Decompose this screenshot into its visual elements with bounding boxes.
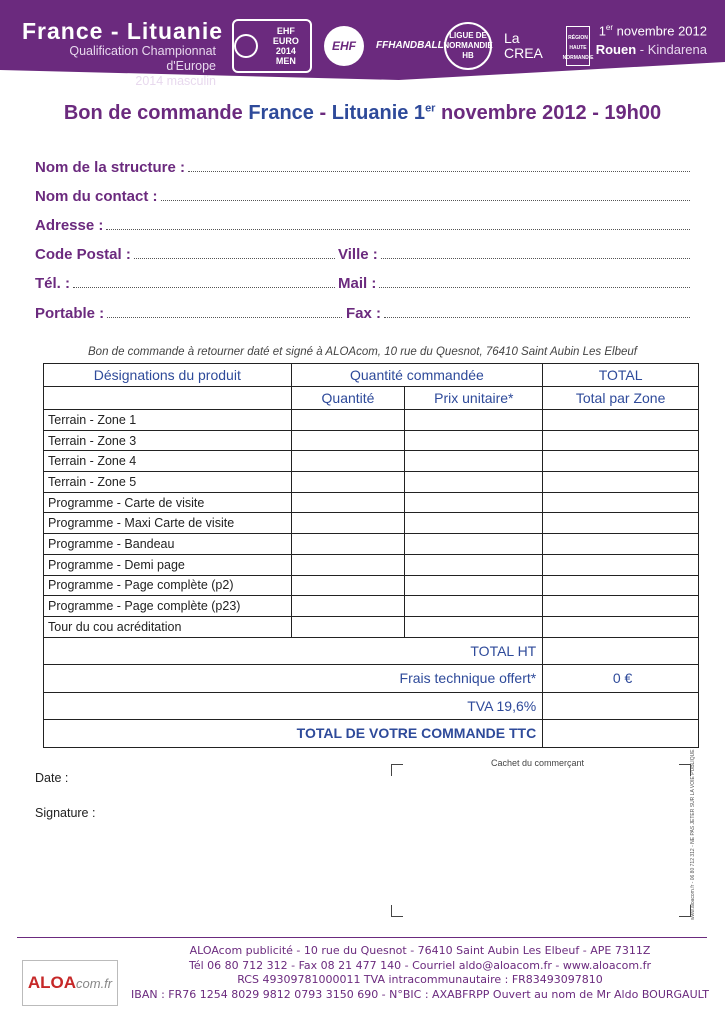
mail-label: Mail :: [338, 275, 377, 292]
handball-icon: [234, 34, 258, 58]
title-part4: Lituanie 1: [331, 102, 426, 124]
quantity-cell[interactable]: [291, 492, 405, 513]
unit-price-cell[interactable]: [405, 513, 543, 534]
event-subtitle-line1: Qualification Championnat d'Europe: [69, 44, 216, 73]
event-venue: - Kindarena: [636, 42, 707, 58]
vertical-legal-text: www.aloacom.fr - 06 80 712 312 - NE PAS JETER SUR LA VOIE PUBLIQUE: [690, 749, 696, 920]
product-name: Terrain - Zone 3: [44, 430, 292, 451]
table-row: [44, 430, 699, 451]
product-name: Programme - Carte de visite: [44, 492, 292, 513]
zone-total-cell[interactable]: [543, 575, 699, 596]
footer-divider: [17, 937, 707, 938]
portable-field[interactable]: [35, 305, 342, 322]
date-day: 1: [598, 23, 606, 39]
total-ttc-label: TOTAL DE VOTRE COMMANDE TTC: [44, 720, 543, 748]
crea-logo: [504, 31, 554, 61]
tel-field[interactable]: [35, 275, 335, 292]
portable-line[interactable]: [107, 317, 342, 318]
header-designation: Désignations du produit: [44, 364, 292, 387]
tva-value[interactable]: [543, 692, 699, 720]
product-name: Programme - Maxi Carte de visite: [44, 513, 292, 534]
ville-line[interactable]: [381, 258, 690, 259]
total-ttc-row: [44, 720, 699, 748]
zone-total-cell[interactable]: [543, 451, 699, 472]
euro-logo-top: EHF: [276, 26, 295, 36]
unit-price-cell[interactable]: [405, 575, 543, 596]
tva-row: [44, 692, 699, 720]
title-part3: -: [313, 102, 332, 124]
euro-logo-bottom: MEN: [275, 56, 296, 66]
product-name: Programme - Bandeau: [44, 534, 292, 555]
zone-total-cell[interactable]: [543, 616, 699, 637]
product-name: Terrain - Zone 1: [44, 410, 292, 431]
structure-line[interactable]: [188, 171, 690, 172]
stamp-corner-top-left: [391, 764, 403, 776]
footer: [120, 944, 720, 1002]
tel-label: Tél. :: [35, 275, 71, 292]
total-ttc-value[interactable]: [543, 720, 699, 748]
ehf-logo: EHF: [324, 26, 364, 66]
quantity-cell[interactable]: [291, 596, 405, 617]
fax-field[interactable]: [346, 305, 690, 322]
stamp-label: Cachet du commerçant: [491, 758, 585, 768]
table-row: [44, 575, 699, 596]
table-row: [44, 513, 699, 534]
signature-label: Signature :: [35, 806, 96, 820]
unit-price-cell[interactable]: [405, 472, 543, 493]
aloacom-logo-main: ALOA: [27, 973, 77, 992]
stamp-corner-bottom-left: [391, 905, 403, 917]
zone-total-cell[interactable]: [543, 596, 699, 617]
event-city: Rouen: [595, 42, 637, 58]
adresse-line[interactable]: [106, 229, 690, 230]
aloacom-logo-com: com.fr: [76, 975, 113, 991]
return-note: Bon de commande à retourner daté et signé à ALOAcom, 10 rue du Quesnot, 76410 Saint Aubin Les Elbeuf: [88, 346, 637, 358]
quantity-cell[interactable]: [291, 554, 405, 575]
product-name: Tour du cou acréditation: [44, 616, 292, 637]
unit-price-cell[interactable]: [405, 410, 543, 431]
adresse-field[interactable]: [35, 217, 690, 234]
quantity-cell[interactable]: [291, 616, 405, 637]
table-row: [44, 596, 699, 617]
structure-field[interactable]: [35, 159, 690, 176]
euro-2014-logo: [232, 19, 312, 73]
event-subtitle-line2: 2014 masculin: [135, 74, 216, 88]
table-row: [44, 616, 699, 637]
frais-value: 0 €: [543, 665, 699, 693]
header-quantite: Quantité: [291, 387, 405, 410]
unit-price-cell[interactable]: [405, 596, 543, 617]
euro-logo-main: EURO 2014: [272, 36, 299, 56]
product-name: Programme - Page complète (p23): [44, 596, 292, 617]
product-name: Terrain - Zone 5: [44, 472, 292, 493]
contact-line[interactable]: [161, 200, 691, 201]
quantity-cell[interactable]: [291, 513, 405, 534]
table-row: [44, 451, 699, 472]
mail-field[interactable]: [338, 275, 690, 292]
region-haute-normandie-logo: RÉGION HAUTE NORMANDIE: [566, 26, 590, 66]
total-ht-label: TOTAL HT: [44, 637, 543, 665]
event-date: [596, 18, 707, 59]
cp-line[interactable]: [134, 258, 335, 259]
unit-price-cell[interactable]: [405, 554, 543, 575]
zone-total-cell[interactable]: [543, 410, 699, 431]
structure-label: Nom de la structure :: [35, 159, 186, 176]
ligue-normandie-logo: LIGUE DE NORMANDIE HB: [444, 22, 492, 70]
cp-label: Code Postal :: [35, 246, 131, 263]
unit-price-cell[interactable]: [405, 616, 543, 637]
contact-label: Nom du contact :: [35, 188, 158, 205]
mail-line[interactable]: [379, 287, 690, 288]
product-name: Programme - Demi page: [44, 554, 292, 575]
footer-line2: Tél 06 80 712 312 - Fax 08 21 477 140 - Courriel aldo@aloacom.fr - www.aloacom.fr: [189, 958, 651, 972]
date-label: Date :: [35, 771, 69, 785]
title-part1: Bon de commande: [63, 102, 249, 124]
unit-price-cell[interactable]: [405, 492, 543, 513]
zone-total-cell[interactable]: [543, 430, 699, 451]
frais-label: Frais technique offert*: [44, 665, 543, 693]
unit-price-cell[interactable]: [405, 534, 543, 555]
quantity-cell[interactable]: [291, 575, 405, 596]
ffhandball-logo: FFHANDBALL: [376, 40, 444, 51]
zone-total-cell[interactable]: [543, 534, 699, 555]
date-sup: er: [605, 23, 614, 32]
table-row: [44, 472, 699, 493]
header-designation-sub: [44, 387, 292, 410]
event-title: France - Lituanie: [22, 18, 224, 44]
product-name: Terrain - Zone 4: [44, 451, 292, 472]
quantity-cell[interactable]: [291, 534, 405, 555]
contact-field[interactable]: [35, 188, 690, 205]
event-subtitle: [22, 44, 216, 89]
table-row: [44, 554, 699, 575]
header-total: TOTAL: [543, 364, 699, 387]
page-title: [0, 102, 725, 125]
frais-row: [44, 665, 699, 693]
table-row: [44, 410, 699, 431]
quantity-cell[interactable]: [291, 410, 405, 431]
fax-label: Fax :: [346, 305, 382, 322]
unit-price-cell[interactable]: [405, 430, 543, 451]
footer-line4: IBAN : FR76 1254 8029 9812 0793 3150 690 - N°BIC : AXABFRPP Ouvert au nom de Mr Aldo BOURGAULT: [131, 987, 709, 1001]
title-sup: er: [425, 102, 436, 115]
unit-price-cell[interactable]: [405, 451, 543, 472]
quantity-cell[interactable]: [291, 451, 405, 472]
title-part5: novembre 2012 - 19h00: [435, 102, 662, 124]
portable-label: Portable :: [35, 305, 105, 322]
table-row: [44, 492, 699, 513]
zone-total-cell[interactable]: [543, 513, 699, 534]
date-month-year: novembre 2012: [613, 23, 707, 39]
sponsor-logos: [232, 18, 594, 74]
aloacom-logo: [22, 960, 118, 1006]
ville-label: Ville :: [338, 246, 378, 263]
header-total-zone: Total par Zone: [543, 387, 699, 410]
total-ht-value[interactable]: [543, 637, 699, 665]
crea-logo-line1: La: [504, 30, 520, 46]
zone-total-cell[interactable]: [543, 472, 699, 493]
quantity-cell[interactable]: [291, 472, 405, 493]
tva-label: TVA 19,6%: [44, 692, 543, 720]
footer-line1: ALOAcom publicité - 10 rue du Quesnot - 76410 Saint Aubin Les Elbeuf - APE 7311Z: [189, 944, 651, 957]
zone-total-cell[interactable]: [543, 492, 699, 513]
header-prix-unitaire: Prix unitaire*: [405, 387, 543, 410]
adresse-label: Adresse :: [35, 217, 104, 234]
footer-line3: RCS 49309781000011 TVA intracommunautaire : FR83493097810: [237, 973, 603, 986]
tel-line[interactable]: [73, 287, 335, 288]
order-table: [43, 363, 699, 748]
crea-logo-line2: CREA: [504, 45, 543, 61]
ville-field[interactable]: [338, 246, 690, 263]
table-row: [44, 534, 699, 555]
total-ht-row: [44, 637, 699, 665]
title-part2: France: [248, 102, 314, 124]
quantity-cell[interactable]: [291, 430, 405, 451]
header-quantite-commandee: Quantité commandée: [291, 364, 543, 387]
zone-total-cell[interactable]: [543, 554, 699, 575]
fax-line[interactable]: [384, 317, 690, 318]
cp-field[interactable]: [35, 246, 335, 263]
product-name: Programme - Page complète (p2): [44, 575, 292, 596]
